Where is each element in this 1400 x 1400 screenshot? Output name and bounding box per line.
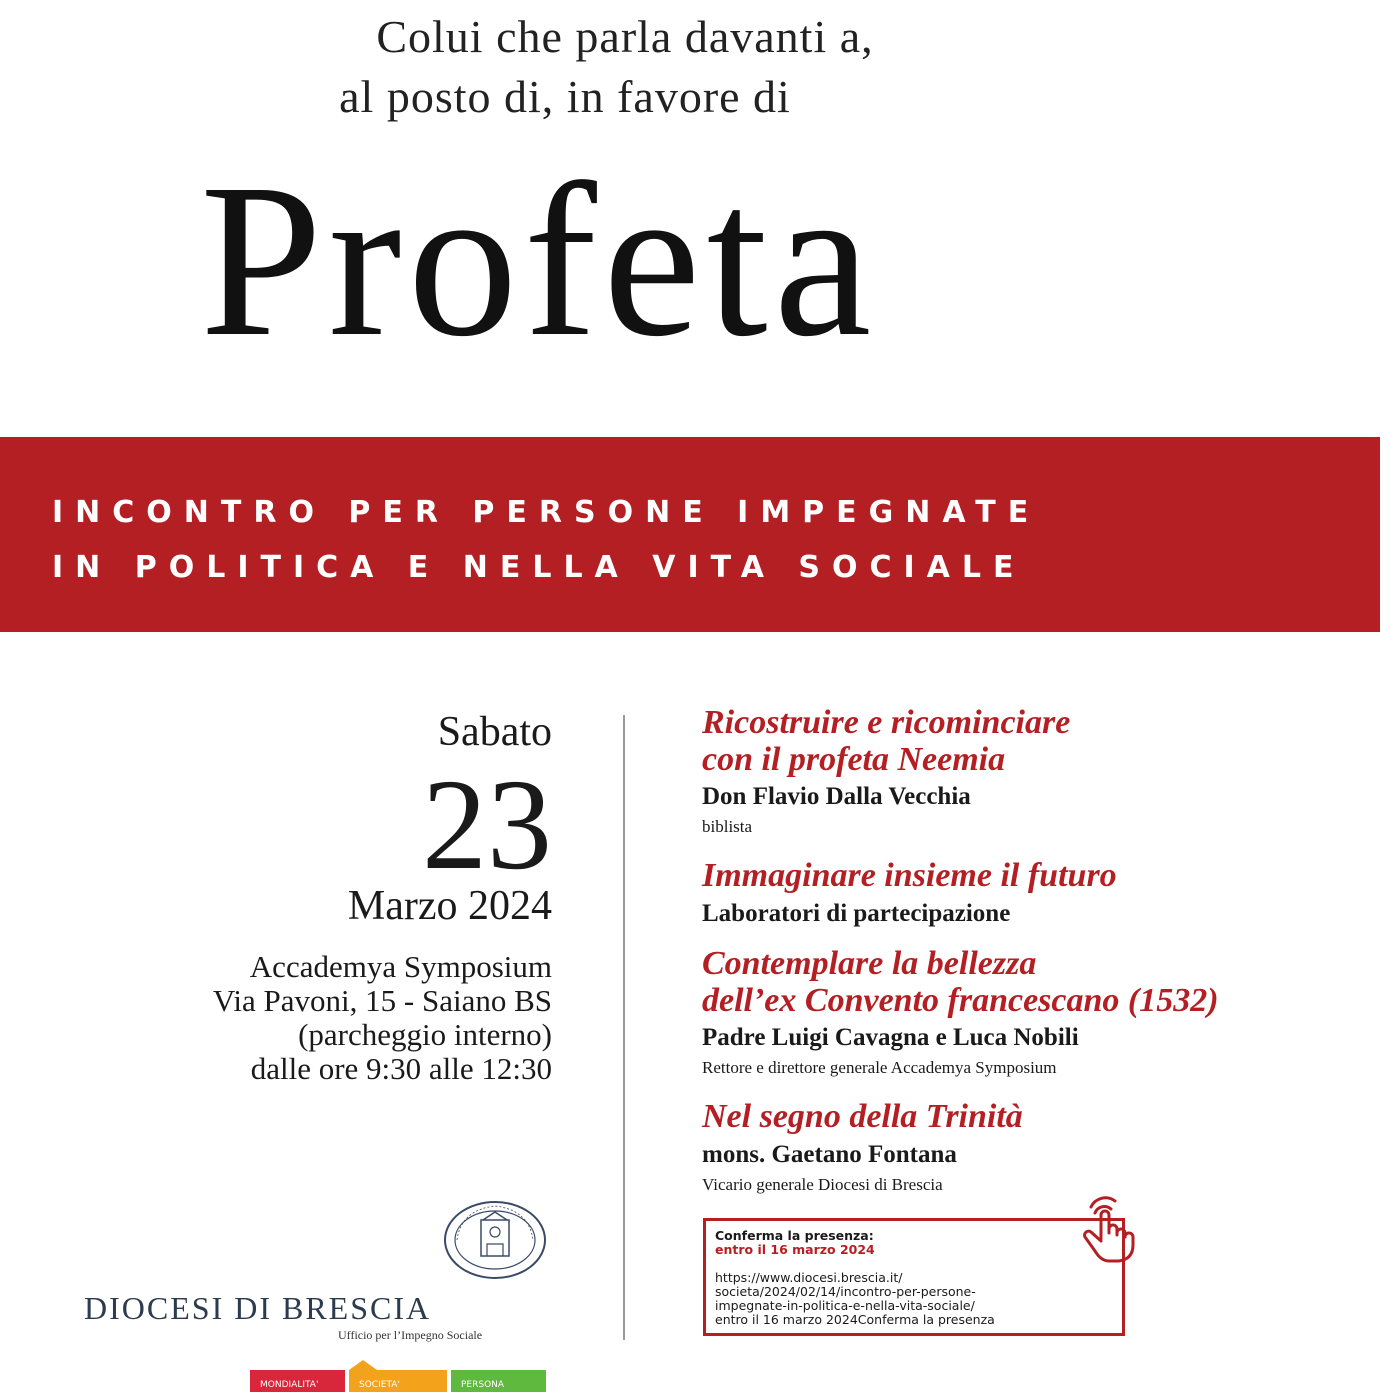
tag-persona: PERSONA [451, 1370, 546, 1392]
talk-3-speaker: Padre Luigi Cavagna e Luca Nobili [702, 1024, 1079, 1051]
talk-1-title-line-2: con il profeta Neemia [702, 741, 1006, 778]
red-banner [0, 437, 1380, 632]
tag-societa: SOCIETA' [349, 1370, 447, 1392]
talk-3-title-line-1: Contemplare la bellezza [702, 945, 1037, 982]
venue-parking: (parcheggio interno) [298, 1017, 552, 1052]
event-weekday: Sabato [437, 709, 552, 755]
confirm-deadline: entro il 16 marzo 2024 [715, 1242, 875, 1257]
diocese-seal-icon [443, 1200, 547, 1280]
talk-2-speaker: Laboratori di partecipazione [702, 900, 1011, 927]
confirm-link-line-3[interactable]: impegnate-in-politica-e-nella-vita-sociale/ [715, 1298, 975, 1313]
event-day: 23 [422, 753, 552, 897]
banner-line-2: IN POLITICA E NELLA VITA SOCIALE [52, 550, 1026, 585]
confirm-link-line-2[interactable]: societa/2024/02/14/incontro-per-persone- [715, 1284, 976, 1299]
event-time: dalle ore 9:30 alle 12:30 [250, 1051, 552, 1086]
talk-4-role: Vicario generale Diocesi di Brescia [702, 1175, 943, 1194]
talk-4-title: Nel segno della Trinità [702, 1098, 1023, 1135]
talk-2-title: Immaginare insieme il futuro [702, 857, 1117, 894]
talk-1-role: biblista [702, 817, 753, 836]
confirm-link-line-1[interactable]: https://www.diocesi.brescia.it/ [715, 1270, 903, 1285]
confirm-link-line-4[interactable]: entro il 16 marzo 2024Conferma la presenza [715, 1312, 995, 1327]
talk-1-speaker: Don Flavio Dalla Vecchia [702, 783, 971, 810]
confirm-link[interactable] [715, 1271, 1115, 1327]
talk-3-role: Rettore e direttore generale Accademya Symposium [702, 1058, 1057, 1077]
talk-3-title [702, 945, 1219, 1019]
talk-1-title [702, 704, 1070, 778]
talk-1-title-line-1: Ricostruire e ricominciare [702, 704, 1071, 741]
event-venue [213, 950, 552, 1086]
page-title: Profeta [200, 138, 878, 382]
organization-name: DIOCESI DI BRESCIA [84, 1290, 432, 1326]
subtitle-line-1: Colui che parla davanti a, [376, 11, 874, 62]
talk-4-speaker: mons. Gaetano Fontana [702, 1141, 957, 1168]
venue-address: Via Pavoni, 15 - Saiano BS [212, 983, 552, 1018]
organization-office: Ufficio per l’Impegno Sociale [338, 1328, 483, 1342]
confirm-heading: Conferma la presenza: [715, 1228, 874, 1243]
hand-pointer-icon [1073, 1195, 1137, 1265]
subtitle-line-2: al posto di, in favore di [339, 71, 791, 122]
tag-mondialita: MONDIALITA' [250, 1370, 345, 1392]
event-month-year: Marzo 2024 [347, 883, 552, 929]
column-divider [623, 715, 625, 1340]
talk-3-title-line-2: dell’ex Convento francescano (1532) [702, 982, 1219, 1019]
venue-name: Accademya Symposium [249, 949, 552, 984]
banner-line-1: INCONTRO PER PERSONE IMPEGNATE [52, 495, 1041, 530]
footer-tags [250, 1370, 546, 1392]
